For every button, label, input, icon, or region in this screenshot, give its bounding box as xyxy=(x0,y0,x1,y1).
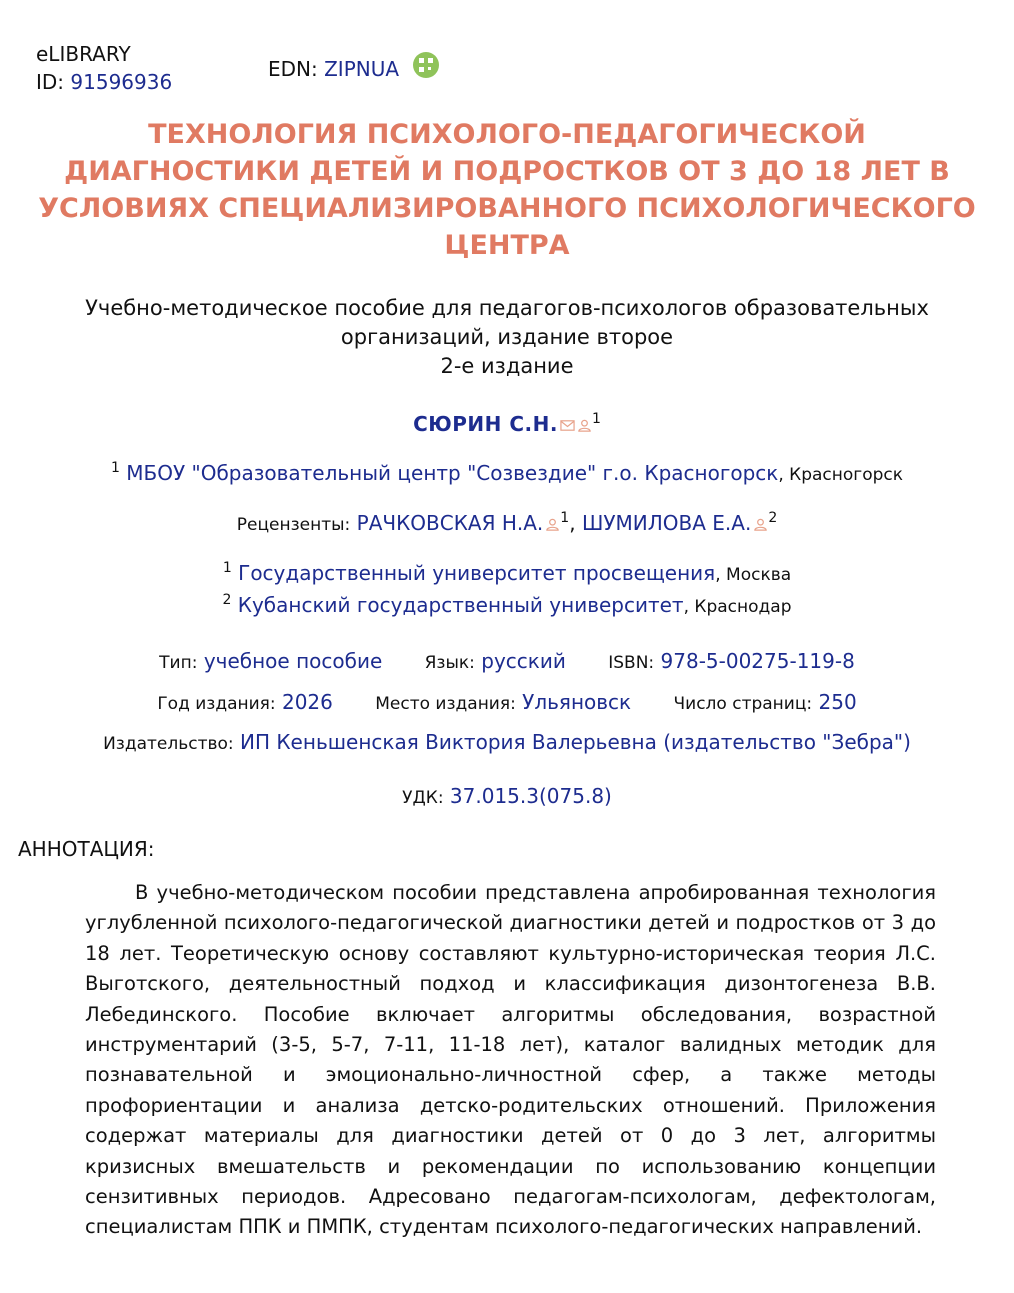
person-icon[interactable] xyxy=(753,518,768,531)
affiliation-city: , Красногорск xyxy=(778,465,904,485)
title-line: УСЛОВИЯХ СПЕЦИАЛИЗИРОВАННОГО ПСИХОЛОГИЧЕСКОГО xyxy=(38,193,976,224)
reviewer-link[interactable]: РАЧКОВСКАЯ Н.А. xyxy=(356,511,544,535)
reviewers-label: Рецензенты: xyxy=(236,515,351,535)
meta-row-year xyxy=(0,687,1014,719)
record-header xyxy=(36,38,996,98)
affiliation-org-link[interactable]: Государственный университет просвещения xyxy=(238,561,716,585)
title-line: ЦЕНТРА xyxy=(444,230,570,261)
pages-value[interactable]: 250 xyxy=(818,690,857,714)
meta-row-publisher xyxy=(0,727,1014,759)
udk-label: УДК: xyxy=(402,788,444,808)
title-line: ДИАГНОСТИКИ ДЕТЕЙ И ПОДРОСТКОВ ОТ 3 ДО 18 ЛЕТ В xyxy=(64,156,950,187)
pages-label: Число страниц: xyxy=(673,694,813,714)
annotation-text: В учебно-методическом пособии представлена апробированная технология углубленной психолого-педагогической диагностики детей и подростков от 3 до 18 лет. Теоретическую основу составляют культурно-историческая теория Л.С. Выготского, деятельностный подход и классификация дизонтогенеза В.В. Лебединского. Пособие включает алгоритмы обследования, возрастной инструментарий (3-5, 5-7, 7-11, 11-18 лет), каталог валидных методик для познавательной и эмоционально-личностной сфер, а также методы профориентации и анализа детско-родительских отношений. Приложения содержат материалы для диагностики детей от 0 до 3 лет, алгоритмы кризисных вмешательств и рекомендации по использованию концепции сензитивных периодов. Адресовано педагогам-психологам, дефектологам, специалистам ППК и ПМПК, студентам психолого-педагогических направлений. xyxy=(85,881,936,1239)
qr-code-icon[interactable] xyxy=(413,52,439,78)
type-value[interactable]: учебное пособие xyxy=(203,649,383,673)
affiliation-sup: 2 xyxy=(222,592,232,608)
title-line: ТЕХНОЛОГИЯ ПСИХОЛОГО-ПЕДАГОГИЧЕСКОЙ xyxy=(148,119,866,150)
publication-subtitle xyxy=(30,294,984,381)
udk-value[interactable]: 37.015.3(075.8) xyxy=(449,784,612,808)
language-label: Язык: xyxy=(424,653,475,673)
affiliation-sup: 1 xyxy=(110,460,120,476)
subtitle-line: 2-е издание xyxy=(440,354,574,378)
annotation-heading: АННОТАЦИЯ: xyxy=(18,837,155,861)
place-value[interactable]: Ульяновск xyxy=(522,690,632,714)
language-value[interactable]: русский xyxy=(481,649,566,673)
author-affiliation-sup: 1 xyxy=(591,411,601,427)
elibrary-id-block xyxy=(36,40,172,96)
reviewers-line xyxy=(0,508,1014,540)
affiliation-org-link[interactable]: МБОУ "Образовательный центр "Созвездие" г.о. Красногорск xyxy=(126,461,779,485)
reviewer-link[interactable]: ШУМИЛОВА Е.А. xyxy=(581,511,752,535)
meta-row-udk xyxy=(0,781,1014,813)
author-affiliation xyxy=(0,458,1014,490)
elibrary-id-row xyxy=(36,68,172,96)
reviewer-sup: 1 xyxy=(560,510,570,526)
subtitle-line: Учебно-методическое пособие для педагогов-психологов образовательных xyxy=(85,296,929,320)
person-icon[interactable] xyxy=(545,518,560,531)
id-label: ID: xyxy=(36,70,65,94)
publisher-value[interactable]: ИП Кеньшенская Виктория Валерьевна (издательство "Зебра") xyxy=(240,730,911,754)
publication-title xyxy=(30,116,984,264)
affiliation-org-link[interactable]: Кубанский государственный университет xyxy=(237,593,684,617)
author-link[interactable]: СЮРИН С.Н. xyxy=(413,412,558,436)
author-line xyxy=(0,408,1014,440)
meta-row-type xyxy=(0,646,1014,678)
year-label: Год издания: xyxy=(157,694,276,714)
affiliation-sup: 1 xyxy=(222,560,232,576)
envelope-icon[interactable] xyxy=(560,419,575,432)
isbn-label: ISBN: xyxy=(608,653,655,673)
edn-block xyxy=(268,52,439,83)
id-value-link[interactable]: 91596936 xyxy=(70,70,173,94)
reviewer-separator: , xyxy=(569,511,576,535)
affiliation-city: , Москва xyxy=(715,565,792,585)
subtitle-line: организаций, издание второе xyxy=(340,325,674,349)
type-label: Тип: xyxy=(159,653,198,673)
isbn-value[interactable]: 978-5-00275-119-8 xyxy=(660,649,855,673)
person-icon[interactable] xyxy=(577,419,592,432)
publisher-label: Издательство: xyxy=(103,734,234,754)
reviewer-sup: 2 xyxy=(768,510,778,526)
place-label: Место издания: xyxy=(375,694,516,714)
edn-value-link[interactable]: ZIPNUA xyxy=(324,57,400,81)
elibrary-label: eLIBRARY xyxy=(36,42,131,66)
edn-label: EDN: xyxy=(268,57,318,81)
reviewer-affiliation xyxy=(0,558,1014,590)
affiliation-city: , Краснодар xyxy=(683,597,792,617)
reviewer-affiliation xyxy=(0,590,1014,622)
year-value[interactable]: 2026 xyxy=(281,690,333,714)
